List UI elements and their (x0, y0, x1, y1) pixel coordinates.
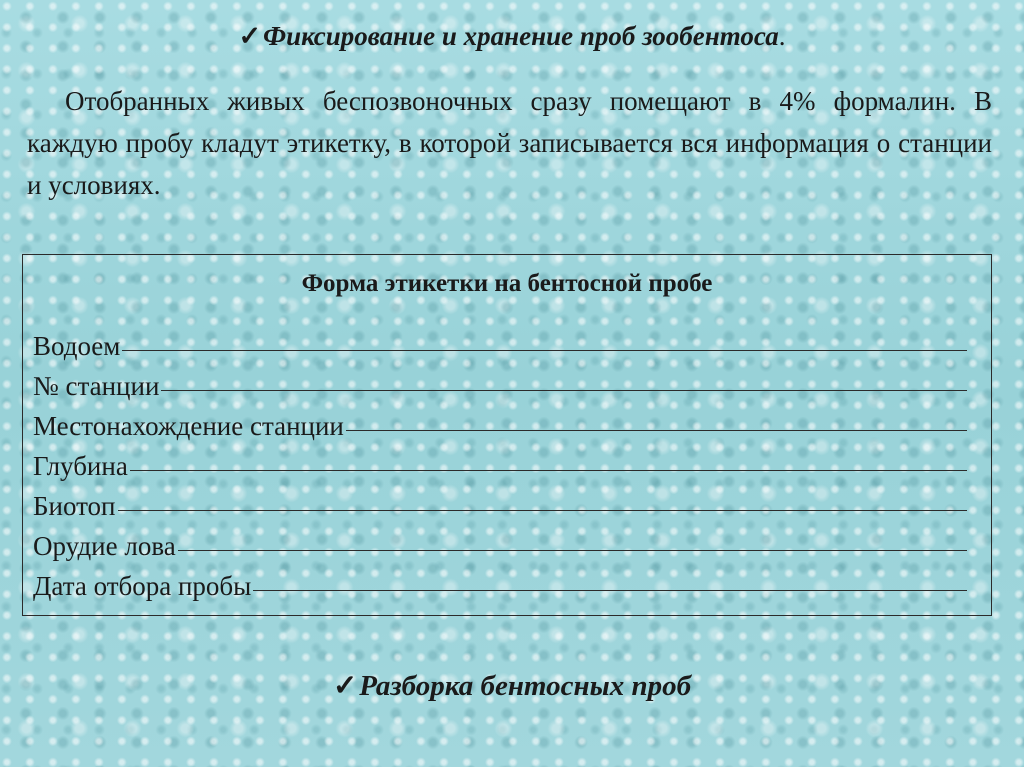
heading-top-suffix: . (778, 21, 786, 51)
form-field-label: Водоем (33, 331, 121, 361)
heading-bottom-text: Разборка бентосных проб (359, 670, 692, 702)
form-field-row (33, 446, 967, 486)
form-field-label: Орудие лова (33, 531, 176, 561)
form-field-blank-line (118, 484, 968, 511)
form-field-blank-line (178, 524, 967, 551)
form-field-blank-line (346, 404, 967, 431)
intro-paragraph: Отобранных живых беспозвоночных сразу помещают в 4% формалин. В каждую пробу кладут этикетку, в которой записывается вся информация о станции и условиях. (27, 86, 992, 200)
form-field-label: Биотоп (33, 491, 116, 521)
section-heading-bottom (0, 670, 1024, 702)
checkmark-icon: ✓ (332, 670, 358, 702)
form-field-row (33, 486, 967, 526)
form-field-row (33, 526, 967, 566)
heading-top-text: Фиксирование и хранение проб зообентоса (263, 21, 779, 51)
form-field-label: Местонахождение станции (33, 411, 344, 441)
checkmark-icon: ✓ (238, 21, 262, 51)
label-form-fields (33, 326, 967, 606)
form-field-label: Глубина (33, 451, 128, 481)
form-field-blank-line (253, 564, 967, 591)
form-field-label: № станции (33, 371, 160, 401)
form-field-row (33, 366, 967, 406)
label-form-title: Форма этикетки на бентосной пробе (301, 270, 713, 297)
form-field-blank-line (130, 444, 967, 471)
section-heading-top (0, 20, 1024, 52)
form-field-row (33, 566, 967, 606)
form-field-blank-line (122, 324, 967, 351)
form-field-blank-line (161, 364, 967, 391)
form-field-row (33, 326, 967, 366)
label-form-box (22, 254, 992, 616)
form-field-row (33, 406, 967, 446)
form-field-label: Дата отбора пробы (33, 571, 252, 601)
